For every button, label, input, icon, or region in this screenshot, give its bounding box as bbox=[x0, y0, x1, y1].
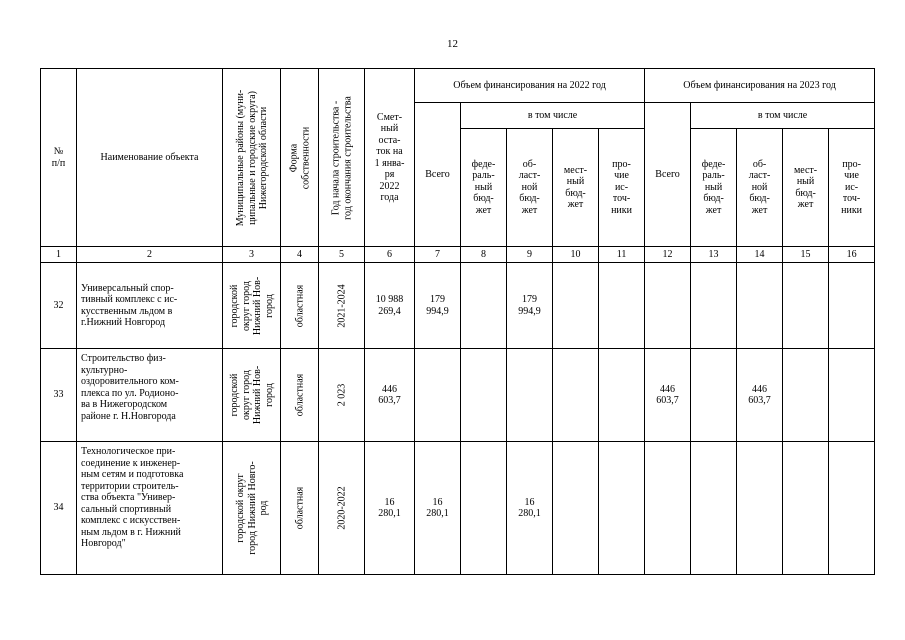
column-number: 12 bbox=[645, 247, 691, 263]
object-name: Технологическое при- соединение к инженер- ным сетям и подготовка территории строитель- ства объекта "Универ- сальный спортивный комплекс с искусствен- ным льдом в г. Нижний Новгород" bbox=[77, 442, 223, 575]
header-municipality: Муниципальные районы (муни- ципальные и городские округа) Нижегородской области bbox=[223, 69, 281, 247]
ownership: областная bbox=[281, 263, 319, 349]
municipality: городской округ город Нижний Новго- род bbox=[223, 442, 281, 575]
header-2022-including: в том числе bbox=[461, 103, 645, 129]
construction-years: 2 023 bbox=[319, 349, 365, 442]
fin-2023-obl: 446 603,7 bbox=[737, 349, 783, 442]
fin-2022-proch bbox=[599, 349, 645, 442]
header-fin-2023: Объем финансирования на 2023 год bbox=[645, 69, 875, 103]
column-number: 1 bbox=[41, 247, 77, 263]
fin-2023-total: 446 603,7 bbox=[645, 349, 691, 442]
column-number: 14 bbox=[737, 247, 783, 263]
fin-2022-obl bbox=[507, 349, 553, 442]
header-num: № п/п bbox=[41, 69, 77, 247]
header-2022-total: Всего bbox=[415, 103, 461, 247]
column-number: 11 bbox=[599, 247, 645, 263]
header-2023-including: в том числе bbox=[691, 103, 875, 129]
table-row bbox=[41, 442, 875, 575]
row-number: 34 bbox=[41, 442, 77, 575]
fin-2022-total: 16 280,1 bbox=[415, 442, 461, 575]
estimated-remainder: 446 603,7 bbox=[365, 349, 415, 442]
header-ownership: Форма собственности bbox=[281, 69, 319, 247]
fin-2022-proch bbox=[599, 442, 645, 575]
ownership: областная bbox=[281, 349, 319, 442]
fin-2023-total bbox=[645, 442, 691, 575]
header-fin-2022: Объем финансирования на 2022 год bbox=[415, 69, 645, 103]
financing-table bbox=[40, 68, 875, 575]
column-number: 15 bbox=[783, 247, 829, 263]
header-2023-total: Всего bbox=[645, 103, 691, 247]
row-number: 33 bbox=[41, 349, 77, 442]
row-number: 32 bbox=[41, 263, 77, 349]
fin-2022-obl: 179 994,9 bbox=[507, 263, 553, 349]
fin-2022-fed bbox=[461, 442, 507, 575]
header-2022-mest: мест- ный бюд- жет bbox=[553, 129, 599, 247]
page-number: 12 bbox=[447, 38, 458, 50]
header-2023-obl: об- ласт- ной бюд- жет bbox=[737, 129, 783, 247]
fin-2023-proch bbox=[829, 442, 875, 575]
estimated-remainder: 10 988 269,4 bbox=[365, 263, 415, 349]
fin-2022-fed bbox=[461, 263, 507, 349]
fin-2023-proch bbox=[829, 263, 875, 349]
construction-years: 2021-2024 bbox=[319, 263, 365, 349]
fin-2023-fed bbox=[691, 442, 737, 575]
column-number: 5 bbox=[319, 247, 365, 263]
estimated-remainder: 16 280,1 bbox=[365, 442, 415, 575]
header-2023-mest: мест- ный бюд- жет bbox=[783, 129, 829, 247]
fin-2023-mest bbox=[783, 263, 829, 349]
column-number: 2 bbox=[77, 247, 223, 263]
column-number: 10 bbox=[553, 247, 599, 263]
column-number: 3 bbox=[223, 247, 281, 263]
column-number: 4 bbox=[281, 247, 319, 263]
table-row bbox=[41, 263, 875, 349]
fin-2023-fed bbox=[691, 349, 737, 442]
header-2022-obl: об- ласт- ной бюд- жет bbox=[507, 129, 553, 247]
fin-2022-obl: 16 280,1 bbox=[507, 442, 553, 575]
ownership: областная bbox=[281, 442, 319, 575]
fin-2023-total bbox=[645, 263, 691, 349]
header-years: Год начала строительства - год окончания строительства bbox=[319, 69, 365, 247]
fin-2023-fed bbox=[691, 263, 737, 349]
table-row bbox=[41, 349, 875, 442]
fin-2023-mest bbox=[783, 442, 829, 575]
header-remainder: Смет- ный оста- ток на 1 янва- ря 2022 года bbox=[365, 69, 415, 247]
municipality: городской округ город Нижний Нов- город bbox=[223, 263, 281, 349]
fin-2022-total bbox=[415, 349, 461, 442]
fin-2022-fed bbox=[461, 349, 507, 442]
header-name: Наименование объекта bbox=[77, 69, 223, 247]
column-number: 8 bbox=[461, 247, 507, 263]
fin-2023-proch bbox=[829, 349, 875, 442]
header-2022-fed: феде- раль- ный бюд- жет bbox=[461, 129, 507, 247]
municipality: городской округ город Нижний Нов- город bbox=[223, 349, 281, 442]
column-number: 9 bbox=[507, 247, 553, 263]
column-number: 6 bbox=[365, 247, 415, 263]
column-numbers-row bbox=[41, 247, 875, 263]
fin-2022-mest bbox=[553, 442, 599, 575]
fin-2023-mest bbox=[783, 349, 829, 442]
column-number: 13 bbox=[691, 247, 737, 263]
fin-2023-obl bbox=[737, 442, 783, 575]
fin-2023-obl bbox=[737, 263, 783, 349]
construction-years: 2020-2022 bbox=[319, 442, 365, 575]
header-2023-proch: про- чие ис- точ- ники bbox=[829, 129, 875, 247]
column-number: 7 bbox=[415, 247, 461, 263]
header-2023-fed: феде- раль- ный бюд- жет bbox=[691, 129, 737, 247]
object-name: Строительство физ- культурно- оздоровительного ком- плекса по ул. Родионо- ва в Нижегородском районе г. Н.Новгорода bbox=[77, 349, 223, 442]
fin-2022-mest bbox=[553, 263, 599, 349]
header-2022-proch: про- чие ис- точ- ники bbox=[599, 129, 645, 247]
fin-2022-total: 179 994,9 bbox=[415, 263, 461, 349]
fin-2022-proch bbox=[599, 263, 645, 349]
column-number: 16 bbox=[829, 247, 875, 263]
fin-2022-mest bbox=[553, 349, 599, 442]
object-name: Универсальный спор- тивный комплекс с ис- кусственным льдом в г.Нижний Новгород bbox=[77, 263, 223, 349]
